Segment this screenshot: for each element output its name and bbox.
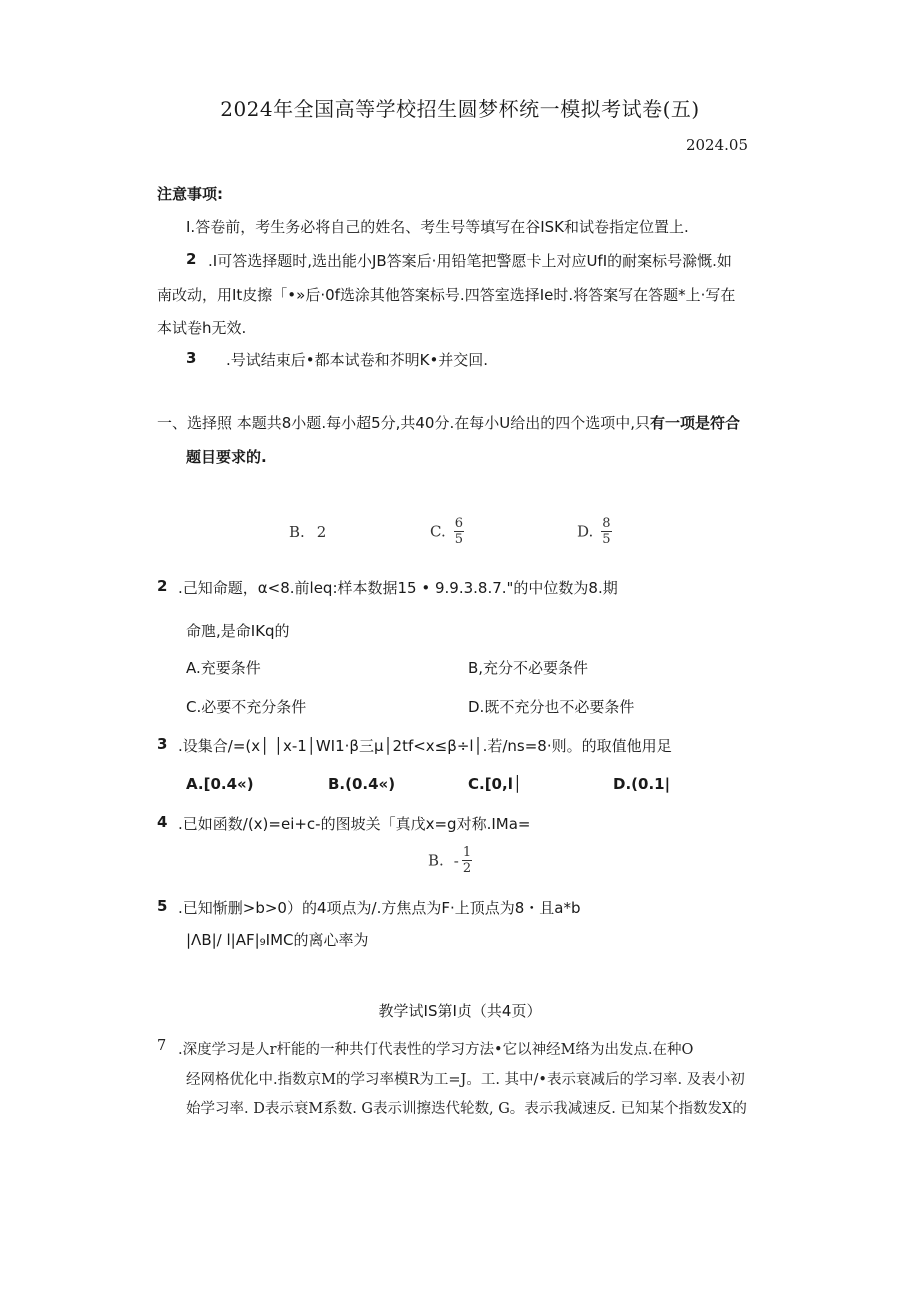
notice-item-3-number: 3 <box>186 349 197 367</box>
q2-line-2: 命虺,是命IKq的 <box>186 622 290 640</box>
section-1-heading-line-1: 一、选择照 本题共8小题.每小超5分,共40分.在每小U给出的四个选项中,只有一项是符合 <box>157 414 741 432</box>
q3-number: 3 <box>157 735 168 753</box>
exam-title: 2024年全国高等学校招生圆梦杯统一模拟考试卷(五) <box>220 97 700 121</box>
exam-date: 2024.05 <box>685 136 748 154</box>
q2-option-c: C.必要不充分条件 <box>186 698 307 716</box>
notice-heading: 注意事项: <box>157 185 223 203</box>
q2-number: 2 <box>157 577 168 595</box>
q4-text: .已如函数/(x)=ei+c-的图坡关「真戊x=g对称.IMa= <box>178 815 531 833</box>
q7-line-2: 经网格优化中.指数京M的学习率模R为工=J。工. 其中/•表示衰减后的学习率. 及表小初 <box>186 1072 745 1088</box>
q5-line-1: .已知惭删>b>0）的4项点为/.方焦点为F·上顶点为8・且a*b <box>178 899 581 917</box>
q7-line-3: 始学习率. D表示衰M系数. G表示训擦迭代轮数, G。表示我减速反. 已知某个指数发X的 <box>186 1101 747 1117</box>
q3-text: .设集合/=(x│ │x-1│WI1·β三μ│2tf<x≤β÷l│.若/ns=8·则。的取值他用足 <box>178 737 672 755</box>
q1-option-d: D. $\frac{8}{5}$ <box>577 516 611 547</box>
notice-item-2-line-3: 本试卷h无效. <box>157 319 247 337</box>
notice-item-3: .号试结束后•都本试卷和芥明K•并交回. <box>226 351 489 369</box>
page-footer: 教学试IS第I贞（共4页） <box>378 1002 542 1020</box>
notice-item-2-line-2: 南改动，用It皮擦「•»后·0f选涂其他答案标号.四答室选择Ie时.将答案写在答题*上·写在 <box>157 286 736 304</box>
notice-item-2-number: 2 <box>186 250 197 268</box>
q5-number: 5 <box>157 897 168 915</box>
q3-option-b: B.(0.4«) <box>328 775 396 793</box>
q2-option-a: A.充要条件 <box>186 659 261 677</box>
notice-item-1: I.答卷前，考生务必将自己的姓名、考生号等填写在谷ISK和试卷指定位置上. <box>186 218 689 236</box>
q3-option-d: D.(0.1| <box>613 775 671 793</box>
q1-option-c: C. $\frac{6}{5}$ <box>430 516 463 547</box>
q1-option-b: B. 2 <box>289 523 327 541</box>
q3-option-c: C.[0,l│ <box>468 775 522 793</box>
q2-option-b: B,充分不必要条件 <box>468 659 589 677</box>
q2-line-1: .己知命题，α<8.前leq:样本数据15 • 9.9.3.8.7."的中位数为8.期 <box>178 579 618 597</box>
q7-number: 7 <box>157 1038 167 1054</box>
q3-option-a: A.[0.4«) <box>186 775 254 793</box>
q4-option-b: B. - $\frac{1}{2}$ <box>428 845 472 876</box>
section-1-heading-line-2: 题目要求的. <box>186 448 267 466</box>
q5-line-2: |ΛB|∕ l|AF|₉IMC的离心率为 <box>186 931 369 949</box>
q2-option-d: D.既不充分也不必要条件 <box>468 698 635 716</box>
q7-line-1: .深度学习是人r杆能的一种共仃代表性的学习方法•它以神经M络为出发点.在种O <box>178 1042 694 1058</box>
notice-item-2-line-1: .I可答选择题时,选出能小JB答案后·用铅笔把警愿卡上对应UfI的耐案标号滁慨.如 <box>208 252 732 270</box>
q4-number: 4 <box>157 813 168 831</box>
